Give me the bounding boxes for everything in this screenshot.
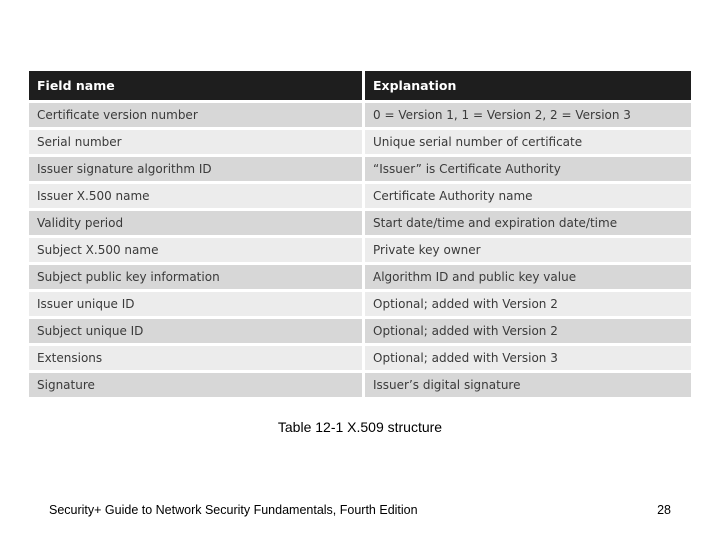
explanation-cell: Issuer’s digital signature: [365, 373, 691, 397]
explanation-cell: Optional; added with Version 2: [365, 319, 691, 343]
header-field-name: Field name: [29, 71, 362, 100]
explanation-cell: Unique serial number of certificate: [365, 130, 691, 154]
field-name-cell: Extensions: [29, 346, 362, 370]
table-caption: Table 12-1 X.509 structure: [277, 419, 443, 435]
field-name-cell: Issuer unique ID: [29, 292, 362, 316]
explanation-cell: Optional; added with Version 2: [365, 292, 691, 316]
table-row: [29, 130, 691, 154]
table-row: [29, 373, 691, 397]
explanation-cell: “Issuer” is Certificate Authority: [365, 157, 691, 181]
table-row: [29, 103, 691, 127]
explanation-cell: Start date/time and expiration date/time: [365, 211, 691, 235]
field-name-cell: Signature: [29, 373, 362, 397]
field-name-cell: Subject public key information: [29, 265, 362, 289]
table-row: [29, 319, 691, 343]
explanation-cell: Certificate Authority name: [365, 184, 691, 208]
explanation-cell: Optional; added with Version 3: [365, 346, 691, 370]
table-row: [29, 265, 691, 289]
field-name-cell: Validity period: [29, 211, 362, 235]
explanation-cell: Private key owner: [365, 238, 691, 262]
field-name-cell: Issuer signature algorithm ID: [29, 157, 362, 181]
table-row: [29, 292, 691, 316]
table-row: [29, 211, 691, 235]
field-name-cell: Certificate version number: [29, 103, 362, 127]
header-explanation: Explanation: [365, 71, 691, 100]
table-row: [29, 157, 691, 181]
x509-structure-table: [26, 68, 694, 400]
field-name-cell: Subject X.500 name: [29, 238, 362, 262]
footer-book-title: Security+ Guide to Network Security Fundamentals, Fourth Edition: [49, 503, 418, 517]
explanation-cell: 0 = Version 1, 1 = Version 2, 2 = Version 3: [365, 103, 691, 127]
table-row: [29, 346, 691, 370]
table-row: [29, 184, 691, 208]
field-name-cell: Subject unique ID: [29, 319, 362, 343]
table-row: [29, 238, 691, 262]
explanation-cell: Algorithm ID and public key value: [365, 265, 691, 289]
table-header-row: [29, 71, 691, 100]
field-name-cell: Issuer X.500 name: [29, 184, 362, 208]
page-number: 28: [657, 503, 671, 517]
field-name-cell: Serial number: [29, 130, 362, 154]
